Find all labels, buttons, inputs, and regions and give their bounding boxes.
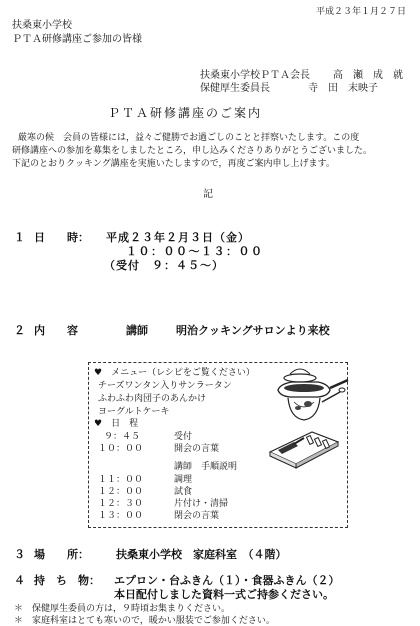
- schedule-event: 閉会の言葉: [174, 511, 220, 521]
- body-line-3: 下記のとおりクッキング講座を実施いたしますので，再度ご案内申し上げます。: [12, 159, 335, 169]
- dish-2: ふわふわ肉団子のあんかけ: [98, 394, 207, 404]
- menu-heading: ♥ メニュー（レシピをご覧ください）: [94, 368, 255, 378]
- schedule-event: 開会の言葉: [174, 444, 220, 454]
- schedule-heading: ♥ 日 程: [94, 419, 139, 429]
- event-date: 平成２３年２月３日（金）: [106, 231, 250, 244]
- body-line-1: 厳寒の候 会員の皆様には，益々ご健勝でお過ごしのことと拝察いたします。この度: [18, 133, 360, 143]
- footnote-2: ＊ 家庭科室はとても寒いので，暖かい服装でご参加ください。: [14, 616, 275, 626]
- item-1-number: １: [14, 231, 25, 244]
- page-title: ＰＴＡ研修講座のご案内: [108, 106, 263, 120]
- school-name: 扶桑東小学校: [12, 20, 72, 31]
- event-place: 扶桑東小学校 家庭科室 （４階）: [116, 548, 287, 561]
- schedule-time: １２：３０: [98, 499, 144, 509]
- body-line-2: 研修講座への参加を募集をしましたところ，申し込みくださりありがとうございました。: [12, 146, 373, 156]
- item-3-number: ３: [14, 548, 25, 561]
- sender-name-2: 寺 田 末映子: [308, 83, 378, 94]
- schedule-time: ９：４５: [104, 432, 141, 442]
- item-4-label: 持 ち 物：: [34, 574, 100, 587]
- sender-role-1: 扶桑東小学校ＰＴＡ会長: [200, 70, 310, 81]
- lecturer-label: 講師: [126, 324, 148, 337]
- schedule-event: 受付: [174, 432, 193, 442]
- ki-mark: 記: [203, 189, 213, 200]
- item-4-number: ４: [14, 574, 25, 587]
- sender-role-2: 保健厚生委員長: [200, 83, 270, 94]
- lecturer-name: 明治クッキングサロンより来校: [176, 324, 330, 337]
- schedule-time: １１：００: [98, 475, 144, 485]
- items-to-bring-note: 本日配付しました資料一式ご持参ください。: [114, 588, 334, 601]
- sender-name-1: 高 瀬 成 就: [333, 70, 403, 81]
- items-to-bring: エプロン・台ふきん（１）・食器ふきん（２）: [114, 574, 340, 587]
- document-date: 平成２３年１月２７日: [315, 7, 406, 17]
- cutting-board-illustration: [264, 426, 344, 470]
- dish-1: チーズワンタン入りサンラータン: [98, 381, 232, 391]
- item-1-label: 日 時：: [34, 231, 89, 244]
- dish-3: ヨーグルトケーキ: [98, 407, 170, 417]
- schedule-event: 試食: [174, 487, 193, 497]
- schedule-time: １２：００: [98, 487, 144, 497]
- schedule-time: １０：００: [98, 444, 144, 454]
- schedule-event: 片付け・清掃: [174, 499, 229, 509]
- schedule-event: 調理: [174, 475, 193, 485]
- addressee: ＰＴＡ研修講座ご参加の皆様: [12, 34, 142, 45]
- schedule-time: １３：００: [98, 511, 144, 521]
- footnote-1: ＊ 保健厚生委員の方は，９時頃お集まりください。: [14, 604, 231, 614]
- item-3-label: 場 所：: [34, 548, 89, 561]
- item-2-label: 内 容: [34, 324, 78, 337]
- reception-time: （受付 ９：４５〜）: [104, 259, 224, 272]
- schedule-event: 講師 手順説明: [174, 462, 238, 472]
- item-2-number: ２: [14, 324, 25, 337]
- event-time: １０：００〜１３：００: [126, 245, 264, 258]
